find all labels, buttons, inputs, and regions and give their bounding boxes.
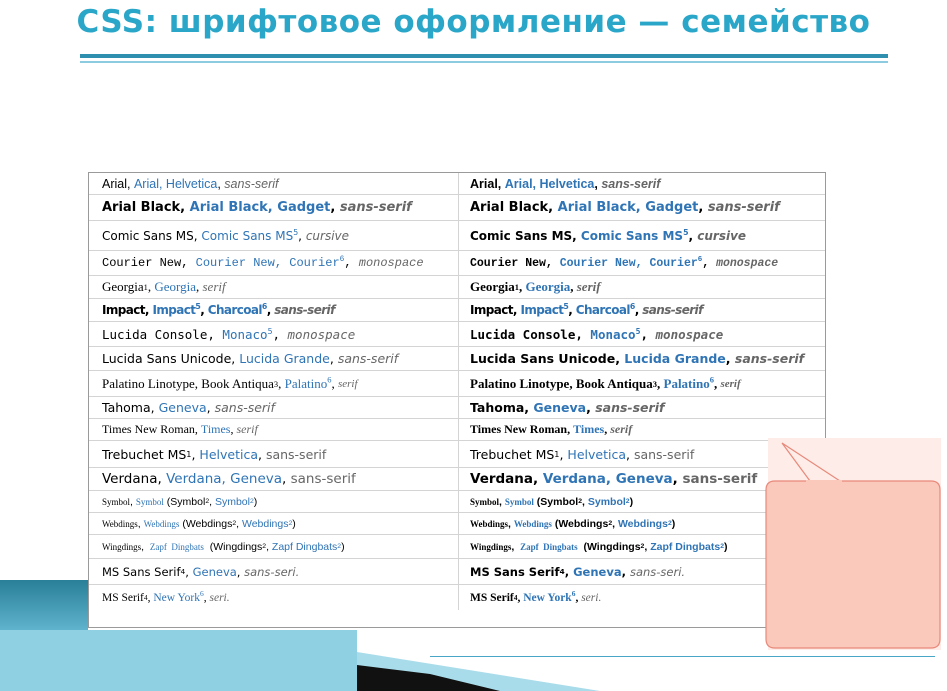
table-row xyxy=(89,322,825,347)
table-cell: Verdana , Verdana, Geneva , sans-serif xyxy=(458,468,827,490)
teal-block-bottom xyxy=(0,630,357,691)
table-cell: MS Sans Serif 4 , Geneva , sans-seri. xyxy=(458,559,827,584)
table-cell: Lucida Sans Unicode , Lucida Grande , sans-serif xyxy=(458,347,827,370)
bottom-divider xyxy=(430,656,935,657)
table-cell: Lucida Console , Monaco$^5$ , monospace xyxy=(102,325,356,342)
table-cell: Comic Sans MS , Comic Sans $MS^5$ , cursive xyxy=(458,221,827,250)
table-row xyxy=(89,559,825,585)
table-row xyxy=(89,221,825,251)
table-cell: MS Serif 4 , New York$^6$ , seri. xyxy=(102,588,230,604)
table-cell: Symbol , Symbol (Symbol 2 , Symbol 2 ) xyxy=(102,495,258,508)
table-row xyxy=(89,585,825,610)
table-cell: MS Serif 4 , New York$^6$ , seri. xyxy=(458,585,827,610)
title-underline-thin xyxy=(80,61,888,63)
table-cell: Lucida Sans Unicode , Lucida Grande , sans-serif xyxy=(102,351,399,366)
table-row xyxy=(89,513,825,535)
table-row xyxy=(89,276,825,299)
table-cell: Impact , Impact$^5$ , Charcoal$^6$ , sans-serif xyxy=(458,299,827,321)
table-cell: Webdings , Webdings (Webdings 2 , Webdings 2 ) xyxy=(102,517,296,530)
table-row xyxy=(89,299,825,322)
table-cell: Trebuchet MS 1 , Helvetica , sans-serif xyxy=(458,441,827,467)
table-cell: Georgia 1 , Georgia , serif xyxy=(458,276,827,298)
table-row xyxy=(89,468,825,491)
table-row xyxy=(89,251,825,276)
table-cell: Courier New , Courier New, Courier$^6$ , monospace xyxy=(458,251,827,275)
table-cell: MS Sans Serif 4 , Geneva , sans-seri. xyxy=(102,564,300,579)
title-underline xyxy=(80,54,888,58)
table-cell: Georgia 1 , Georgia , serif xyxy=(102,279,226,294)
table-cell: Tahoma , Geneva , sans-serif xyxy=(458,397,827,418)
table-cell: Tahoma , Geneva , sans-serif xyxy=(102,400,275,415)
table-cell: Impact , Impact$^5$ , Charcoal$^6$ , sans-serif xyxy=(102,302,335,317)
table-row xyxy=(89,347,825,371)
table-cell: Times New Roman , Times , serif xyxy=(458,419,827,440)
table-cell: Arial Black , Arial Black, Gadget , sans-serif xyxy=(458,195,827,220)
table-cell: Times New Roman , Times , serif xyxy=(102,422,258,436)
table-cell: Palatino Linotype, Book Antiqua 3 , Palatino$^6$ , serif xyxy=(102,374,358,391)
table-row xyxy=(89,173,825,195)
table-cell: Webdings , Webdings (Webdings 2 , Webdings 2 ) xyxy=(458,513,827,534)
table-row xyxy=(89,371,825,397)
table-cell: Arial Black , Arial Black, Gadget , sans-serif xyxy=(102,200,412,215)
table-row xyxy=(89,195,825,221)
table-cell: Arial , Arial, Helvetica , sans-serif xyxy=(102,176,279,191)
table-cell: Lucida Console , Monaco$^5$ , monospace xyxy=(458,322,827,346)
table-cell: Arial , Arial, Helvetica , sans-serif xyxy=(458,173,827,194)
table-row xyxy=(89,419,825,441)
table-row xyxy=(89,535,825,559)
table-cell: Palatino Linotype, Book Antiqua 3 , Palatino$^6$ , serif xyxy=(458,371,827,396)
table-cell: Comic Sans MS , Comic Sans $MS^5$ , cursive xyxy=(102,227,350,243)
table-row xyxy=(89,491,825,513)
table-row xyxy=(89,397,825,419)
table-cell: Wingdings , Zapf Dingbats (Wingdings 2 , Zapf Dingbats 2 ) xyxy=(102,540,345,553)
font-family-table xyxy=(88,172,826,628)
table-cell: Symbol , Symbol (Symbol 2 , Symbol 2 ) xyxy=(458,491,827,512)
table-row xyxy=(89,441,825,468)
table-cell: Verdana , Verdana, Geneva , sans-serif xyxy=(102,471,356,487)
slide-title: CSS: шрифтовое оформление — семейство xyxy=(76,4,871,40)
table-cell: Wingdings , Zapf Dingbats (Wingdings 2 , Zapf Dingbats 2 ) xyxy=(458,535,827,558)
table-cell: Courier New , Courier New, Courier$^6$ , monospace xyxy=(102,256,424,270)
table-cell: Trebuchet MS 1 , Helvetica , sans-serif xyxy=(102,446,327,462)
